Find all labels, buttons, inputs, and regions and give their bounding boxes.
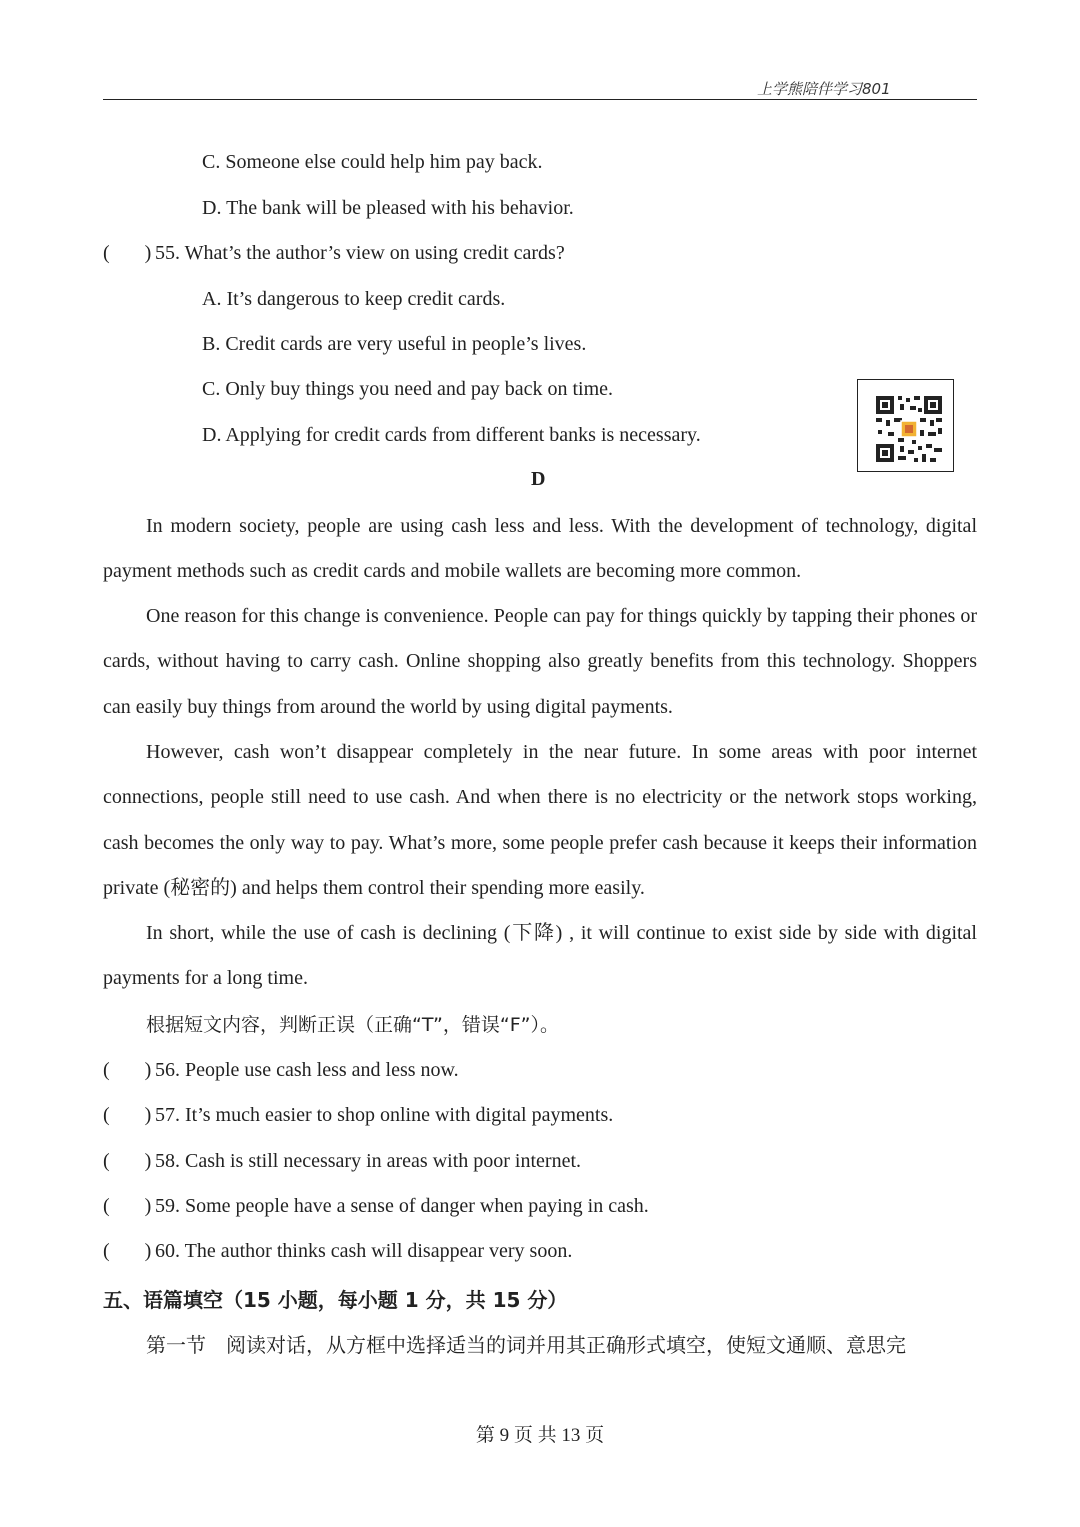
page-footer: 第 9 页 共 13 页: [475, 1425, 605, 1446]
page-header-text: 上学熊陪伴学习801: [757, 80, 891, 98]
question-58: [103, 1149, 581, 1173]
question-58-stem: 58. Cash is still necessary in areas with poor internet.: [155, 1150, 582, 1172]
q54-option-c: C. Someone else could help him pay back.: [202, 151, 543, 173]
answer-blank-56[interactable]: ( ): [103, 1059, 152, 1081]
q55-option-a: A. It’s dangerous to keep credit cards.: [202, 288, 506, 310]
header-divider: [103, 99, 977, 100]
question-59: [103, 1194, 649, 1218]
question-60-stem: 60. The author thinks cash will disappear very soon.: [155, 1240, 573, 1262]
question-57: [103, 1103, 613, 1127]
passage-paragraph-4: In short, while the use of cash is declining (下降) , it will continue to exist side by side with digital payments for a long time.: [103, 922, 977, 990]
answer-blank-60[interactable]: ( ): [103, 1240, 152, 1262]
q54-option-d: D. The bank will be pleased with his behavior.: [202, 197, 574, 219]
qr-code-icon: [858, 380, 953, 471]
q55-option-b: B. Credit cards are very useful in people’s lives.: [202, 333, 587, 355]
passage-paragraph-2: One reason for this change is convenience. People can pay for things quickly by tapping their phones or cards, without having to carry cash. Online shopping also greatly benefits from this technology. Shoppers can easily buy things from around the world by using digital payments.: [103, 605, 977, 718]
question-55: [103, 241, 565, 265]
passage-label: D: [531, 468, 546, 490]
question-56-stem: 56. People use cash less and less now.: [155, 1059, 459, 1081]
tf-instruction: 根据短文内容，判断正误（正确“T”，错误“F”）。: [146, 1014, 559, 1036]
q55-option-c: C. Only buy things you need and pay back on time.: [202, 378, 614, 400]
question-57-stem: 57. It’s much easier to shop online with digital payments.: [155, 1104, 614, 1126]
question-60: [103, 1239, 572, 1263]
section-subtitle: 第一节 阅读对话，从方框中选择适当的词并用其正确形式填空，使短文通顺、意思完: [146, 1333, 906, 1357]
question-56: [103, 1058, 459, 1082]
answer-blank-55[interactable]: ( ): [103, 242, 152, 264]
answer-blank-59[interactable]: ( ): [103, 1195, 152, 1217]
passage-paragraph-3: However, cash won’t disappear completely in the near future. In some areas with poor internet connections, people still need to use cash. And when there is no electricity or the network stops working, cash becomes the only way to pay. What’s more, some people prefer cash because it keeps their information private (秘密的) and helps them control their spending more easily.: [103, 741, 977, 899]
question-59-stem: 59. Some people have a sense of danger when paying in cash.: [155, 1195, 649, 1217]
section-title: 五、语篇填空（15 小题，每小题 1 分，共 15 分）: [103, 1288, 568, 1312]
answer-blank-57[interactable]: ( ): [103, 1104, 152, 1126]
question-55-stem: 55. What’s the author’s view on using credit cards?: [155, 242, 565, 264]
passage-paragraph-1: In modern society, people are using cash less and less. With the development of technology, digital payment methods such as credit cards and mobile wallets are becoming more common.: [103, 515, 977, 583]
q55-option-d: D. Applying for credit cards from different banks is necessary.: [202, 424, 701, 446]
qr-code[interactable]: [857, 379, 954, 472]
answer-blank-58[interactable]: ( ): [103, 1150, 152, 1172]
